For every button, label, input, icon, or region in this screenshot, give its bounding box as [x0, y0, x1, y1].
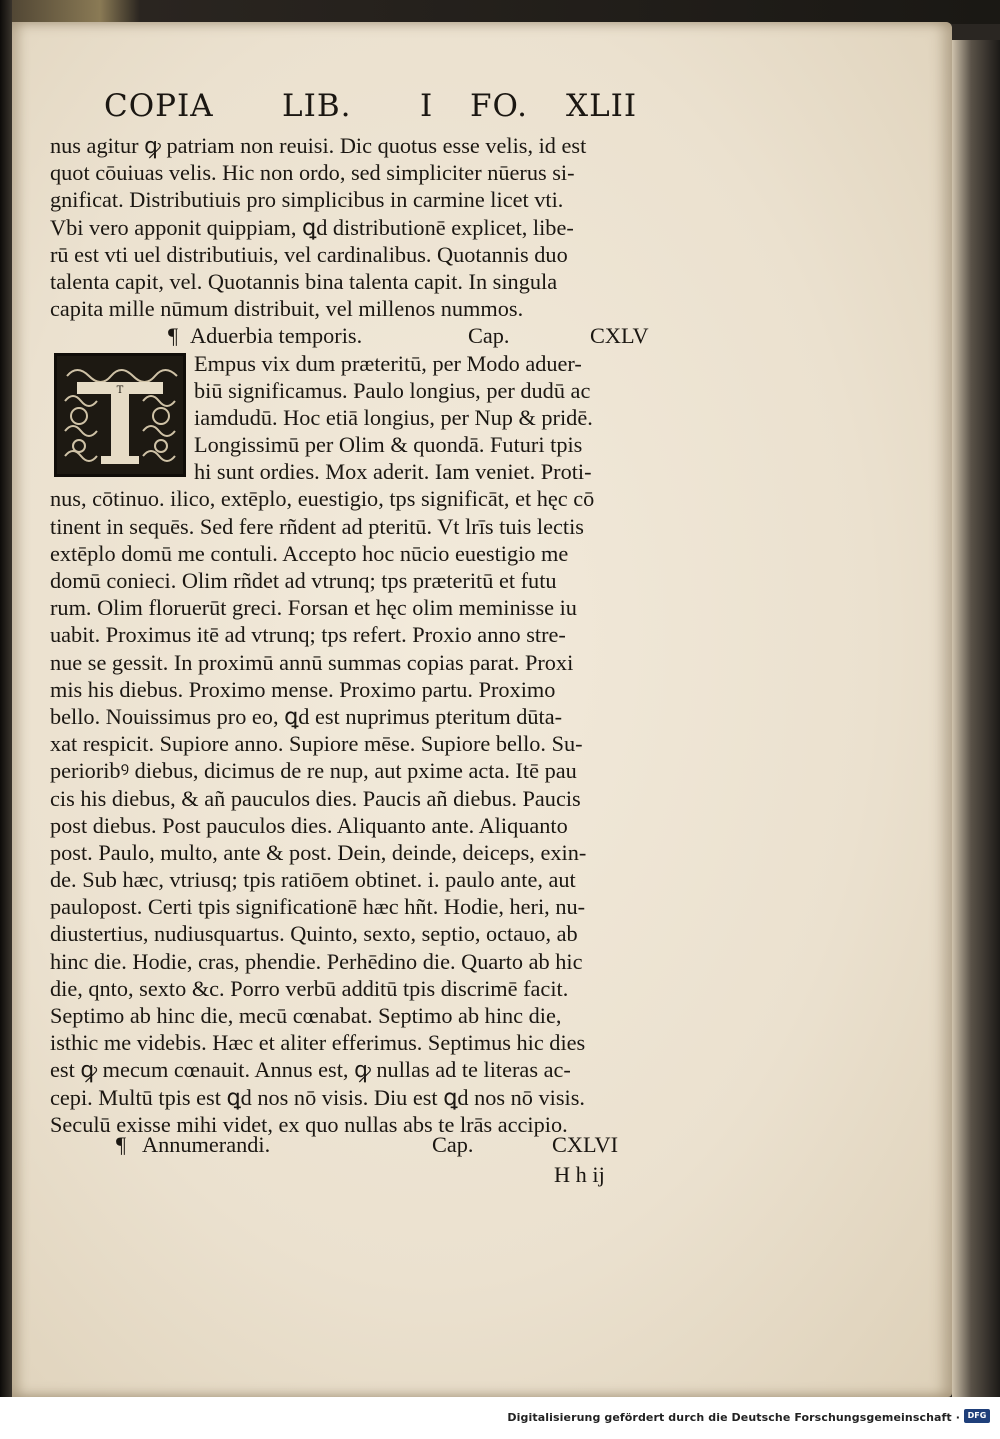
text-line: tinent in sequēs. Sed fere rñdent ad pteritū. Vt lrīs tuis lectis [50, 513, 584, 539]
text-line: de. Sub hæc, vtriusq; tpis ratiōem obtinet. i. paulo ante, aut [50, 867, 576, 893]
text-line: rum. Olim floruerūt greci. Forsan et hęc olim meminisse iu [50, 595, 577, 621]
text-line: iamdudū. Hoc etiā longius, per Nup & pridē. [194, 404, 593, 430]
text-line: biū significamus. Paulo longius, per dudū ac [194, 377, 591, 403]
text-line: Empus vix dum præteritū, per Modo aduer- [194, 350, 582, 376]
header-lib: LIB. [282, 88, 352, 124]
chapter-number: CXLVI [552, 1132, 619, 1157]
chapter-heading-145 [50, 322, 690, 349]
text-line: post diebus. Post pauculos dies. Aliquanto ante. Aliquanto [50, 812, 568, 838]
pilcrow-icon: ¶ [116, 1132, 127, 1157]
text-line: Vbi vero apponit quippiam, ꝗd distributionē explicet, libe- [50, 214, 574, 240]
header-folio-number: XLII [566, 88, 638, 124]
text-line: Seculū exisse mihi videt, ex quo nullas abs te lrās accipio. [50, 1111, 568, 1137]
text-line: domū conieci. Olim rñdet ad vtrunq; tps præteritū et futu [50, 568, 557, 593]
header-book-number: I [420, 88, 434, 124]
text-line: cis his diebus, & añ pauculos dies. Paucis añ diebus. Paucis [50, 785, 581, 811]
text-line: capita mille nūmum distribuit, vel millenos nummos. [50, 296, 524, 322]
text-line: nus, cōtinuo. ilico, extēplo, euestigio, tps significāt, et hęc cō [50, 486, 595, 512]
signature-mark: H h ij [554, 1162, 605, 1187]
header-title: COPIA [104, 88, 214, 124]
text-line: est ꝙ mecum cœnauit. Annus est, ꝙ nullas ad te literas ac- [50, 1057, 571, 1083]
text-line: isthic me videbis. Hæc et aliter efferimus. Septimus hic dies [50, 1030, 586, 1056]
text-line: hi sunt ordies. Mox aderit. Iam veniet. Proti- [194, 459, 592, 485]
text-line: cepi. Multū tpis est ꝗd nos nō visis. Diu est ꝗd nos nō visis. [50, 1084, 585, 1110]
digitization-footer [0, 1397, 1000, 1439]
dfg-logo-icon: DFG [964, 1409, 990, 1423]
text-line: rū est vti uel distributiuis, vel cardinalibus. Quotannis duo [50, 241, 568, 267]
chapter-number: CXLV [590, 323, 649, 349]
chapter-heading-146 [100, 1130, 700, 1200]
pilcrow-icon: ¶ [168, 323, 179, 349]
text-line: extēplo domū me contuli. Accepto hoc nūcio euestigio me [50, 540, 569, 566]
chapter-cap-label: Cap. [432, 1132, 474, 1157]
text-line: nue se gessit. In proximū annū summas copias parat. Proxi [50, 649, 574, 675]
text-line: uabit. Proximus itē ad vtrunq; tps refert. Proxio anno stre- [50, 622, 566, 648]
text-line: paulopost. Certi tpis significationē hæc hñt. Hodie, heri, nu- [50, 894, 586, 920]
text-line: nus agitur ꝙ patriam non reuisi. Dic quotus esse velis, id est [50, 133, 587, 158]
chapter-title: Annumerandi. [142, 1132, 271, 1157]
initial-letter: T [116, 385, 124, 396]
main-text-block [50, 132, 690, 1138]
text-line: die, qnto, sexto &c. Porro verbū additū tpis discrimē facit. [50, 975, 569, 1001]
book-spine [0, 0, 12, 1439]
funding-credit: Digitalisierung gefördert durch die Deutsche Forschungsgemeinschaft · [507, 1411, 960, 1424]
text-line: quot cōuiuas velis. Hic non ordo, sed simpliciter nūerus si- [50, 160, 575, 186]
text-line: mis his diebus. Proximo mense. Proximo partu. Proximo [50, 676, 556, 702]
header-folio-label: FO. [470, 88, 528, 124]
text-line: talenta capit, vel. Quotannis bina talenta capit. In singula [50, 268, 558, 294]
text-line: hinc die. Hodie, cras, phendie. Perhēdino die. Quarto ab hic [50, 948, 583, 974]
chapter-cap-label: Cap. [468, 323, 510, 349]
text-line: post. Paulo, multo, ante & post. Dein, deinde, deiceps, exin- [50, 839, 587, 865]
text-line: gnificat. Distributiuis pro simplicibus in carmine licet vti. [50, 187, 564, 213]
text-line: xat respicit. Supiore anno. Supiore mēse. Supiore bello. Su- [50, 731, 583, 757]
text-line: Longissimū per Olim & quondā. Futuri tpis [194, 432, 583, 458]
top-book-edge [0, 0, 1000, 24]
chapter-title: Aduerbia temporis. [190, 323, 363, 349]
text-line: diustertius, nudiusquartus. Quinto, sexto, septio, octauo, ab [50, 921, 578, 947]
text-line: perioribꝰ diebus, dicimus de re nup, aut pxime acta. Itē pau [50, 758, 577, 784]
text-line: Septimo ab hinc die, mecū cœnabat. Septimo ab hinc die, [50, 1003, 562, 1028]
right-page-edge [952, 40, 1000, 1400]
text-line: bello. Nouissimus pro eo, ꝗd est nuprimus pteritum dūta- [50, 703, 563, 729]
